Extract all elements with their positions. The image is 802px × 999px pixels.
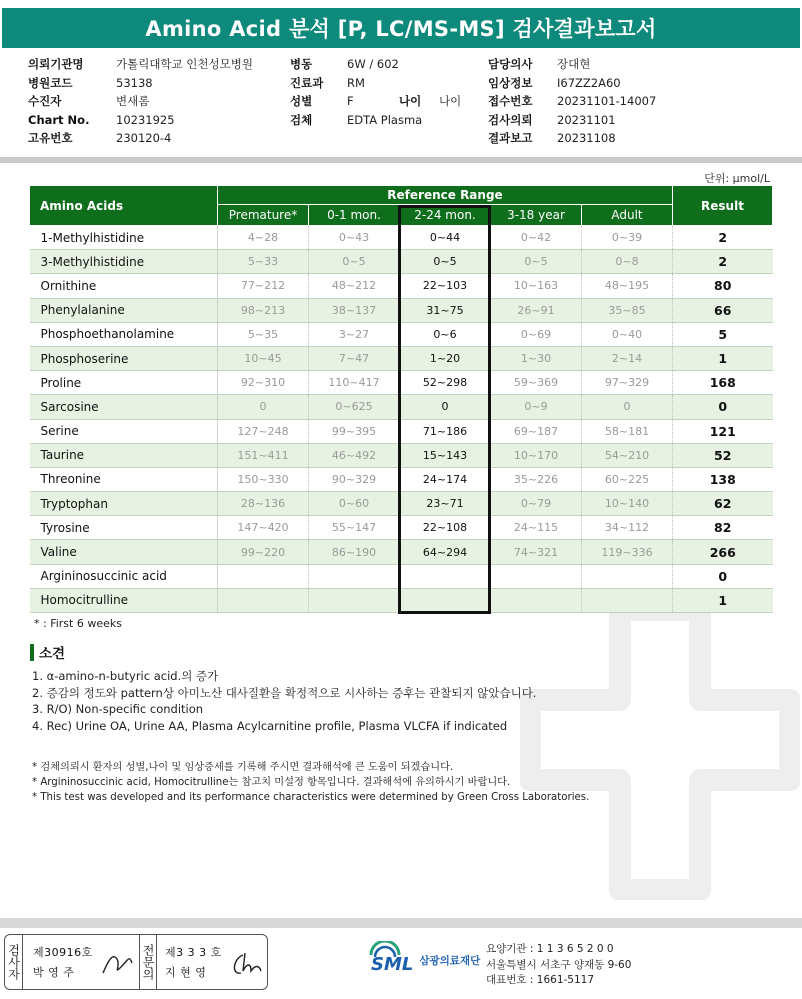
- tester-label: 검사자: [5, 935, 23, 989]
- info-value: 20231101: [557, 112, 616, 127]
- reference-range-cell: 54~210: [582, 443, 673, 467]
- table-row: [30, 467, 773, 491]
- amino-acid-name: Phosphoserine: [30, 346, 218, 370]
- reference-range-cell: 127~248: [218, 419, 309, 443]
- reference-range-cell: 151~411: [218, 443, 309, 467]
- info-label: 고유번호: [28, 131, 73, 145]
- amino-acid-name: Tryptophan: [30, 492, 218, 516]
- info-label: 수진자: [28, 94, 62, 108]
- specialist-license: 제3 3 3 호: [165, 946, 222, 959]
- amino-acid-name: Ornithine: [30, 274, 218, 298]
- reference-range-cell: 3~27: [309, 322, 400, 346]
- sml-logo-text: SML: [371, 954, 414, 975]
- reference-range-cell: [400, 564, 491, 588]
- amino-acid-name: 3-Methylhistidine: [30, 250, 218, 274]
- reference-range-cell: 22~108: [400, 516, 491, 540]
- reference-range-cell: 26~91: [491, 298, 582, 322]
- reference-range-cell: [218, 588, 309, 612]
- reference-range-cell: 46~492: [309, 443, 400, 467]
- reference-range-cell: 150~330: [218, 467, 309, 491]
- col-header-reference-range: Reference Range: [218, 186, 673, 205]
- result-cell: 2: [673, 250, 773, 274]
- reference-range-cell: 0~8: [582, 250, 673, 274]
- result-cell: 168: [673, 371, 773, 395]
- note-item: * Argininosuccinic acid, Homocitrulline는 참고치 미설정 항목입니다. 결과해석에 유의하시기 바랍니다.: [32, 777, 511, 788]
- reference-range-cell: 0: [218, 395, 309, 419]
- tester-signature: [33, 943, 93, 983]
- specialist-name: 지 현 영: [165, 966, 207, 979]
- table-row: [30, 250, 773, 274]
- info-label: 의뢰기관명: [28, 57, 84, 71]
- reference-range-cell: 99~220: [218, 540, 309, 564]
- result-cell: 121: [673, 419, 773, 443]
- reference-range-cell: 22~103: [400, 274, 491, 298]
- reference-range-cell: 0~625: [309, 395, 400, 419]
- tester-license: 제30916호: [33, 946, 93, 959]
- reference-range-cell: 7~47: [309, 346, 400, 370]
- info-label: 접수번호: [488, 94, 533, 108]
- reference-range-cell: 0~9: [491, 395, 582, 419]
- reference-range-cell: 38~137: [309, 298, 400, 322]
- info-label: 병원코드: [28, 75, 73, 90]
- reference-range-cell: 48~212: [309, 274, 400, 298]
- note-item: * This test was developed and its performance characteristics were determined by Green Cross Laboratories.: [32, 792, 590, 803]
- specimen-label: 검체: [290, 112, 313, 127]
- amino-acid-name: Phenylalanine: [30, 298, 218, 322]
- top-band: [0, 0, 802, 6]
- table-row: [30, 492, 773, 516]
- patient-info-right: [488, 55, 717, 148]
- reference-range-cell: 119~336: [582, 540, 673, 564]
- findings-title: 소견: [39, 646, 66, 662]
- reference-range-cell: 110~417: [309, 371, 400, 395]
- footnote: * : First 6 weeks: [34, 617, 122, 630]
- result-cell: 52: [673, 443, 773, 467]
- table-row: [30, 564, 773, 588]
- result-cell: 62: [673, 492, 773, 516]
- reference-range-cell: 0~44: [400, 226, 491, 250]
- finding-item: 1. α-amino-n-butyric acid.의 증가: [32, 669, 219, 683]
- reference-range-cell: 24~115: [491, 516, 582, 540]
- reference-range-cell: 10~45: [218, 346, 309, 370]
- result-cell: 2: [673, 226, 773, 250]
- col-header-adult: Adult: [582, 205, 673, 226]
- reference-range-cell: 23~71: [400, 492, 491, 516]
- reference-range-cell: 0~69: [491, 322, 582, 346]
- reference-range-cell: 58~181: [582, 419, 673, 443]
- reference-range-cell: 35~226: [491, 467, 582, 491]
- table-row: [30, 274, 773, 298]
- institution-code: 요양기관 : 1 1 3 6 5 2 0 0: [486, 943, 614, 955]
- info-value: 20231108: [557, 131, 616, 145]
- col-header-amino-acids: Amino Acids: [30, 186, 218, 226]
- reference-range-cell: 0~5: [400, 250, 491, 274]
- reference-range-cell: 0: [400, 395, 491, 419]
- note-item: * 검체의뢰시 환자의 성별,나이 및 임상증세를 기록해 주시면 결과해석에 큰 도움이 되겠습니다.: [32, 762, 454, 773]
- table-row: [30, 540, 773, 564]
- reference-range-cell: [582, 564, 673, 588]
- findings-list: [32, 668, 536, 734]
- table-row: [30, 226, 773, 250]
- heading-bar: [30, 644, 34, 661]
- institution-phone: 대표번호 : 1661-5117: [486, 974, 595, 986]
- reference-range-cell: 71~186: [400, 419, 491, 443]
- dept-label: 진료과: [290, 75, 324, 90]
- finding-item: 3. R/O) Non-specific condition: [32, 702, 204, 716]
- reference-range-cell: 92~310: [218, 371, 309, 395]
- notes-list: [32, 760, 589, 805]
- info-value: 10231925: [116, 112, 175, 127]
- result-cell: 0: [673, 395, 773, 419]
- ward-label: 병동: [290, 57, 313, 71]
- reference-range-cell: [582, 588, 673, 612]
- amino-acid-name: Homocitrulline: [30, 588, 218, 612]
- patient-info-left: [28, 55, 286, 148]
- info-value: 230120-4: [116, 131, 172, 145]
- table-row: [30, 516, 773, 540]
- table-row: [30, 419, 773, 443]
- finding-item: 2. 증감의 정도와 pattern상 아미노산 대사질환을 확정적으로 시사하는 증후는 관찰되지 않았습니다.: [32, 685, 537, 700]
- unit-label: 단위: μmol/L: [704, 172, 770, 185]
- amino-acid-name: Tyrosine: [30, 516, 218, 540]
- result-cell: 138: [673, 467, 773, 491]
- reference-range-cell: [400, 588, 491, 612]
- reference-range-cell: 99~395: [309, 419, 400, 443]
- reference-range-cell: 0~5: [491, 250, 582, 274]
- watermark-cross-icon: [520, 600, 800, 900]
- info-label: 검사의뢰: [488, 112, 533, 127]
- reference-range-cell: 0~79: [491, 492, 582, 516]
- sml-logo: [365, 940, 480, 975]
- reference-range-cell: 86~190: [309, 540, 400, 564]
- reference-range-cell: 10~163: [491, 274, 582, 298]
- reference-range-cell: 48~195: [582, 274, 673, 298]
- result-cell: 0: [673, 564, 773, 588]
- result-cell: 5: [673, 322, 773, 346]
- reference-range-cell: 0~6: [400, 322, 491, 346]
- table-row: [30, 395, 773, 419]
- info-value: 53138: [116, 75, 153, 90]
- reference-range-cell: 4~28: [218, 226, 309, 250]
- amino-acid-name: Sarcosine: [30, 395, 218, 419]
- reference-range-cell: [309, 588, 400, 612]
- reference-range-cell: [491, 564, 582, 588]
- reference-range-cell: 0~43: [309, 226, 400, 250]
- reference-range-cell: 10~170: [491, 443, 582, 467]
- reference-range-cell: 90~329: [309, 467, 400, 491]
- reference-range-cell: 77~212: [218, 274, 309, 298]
- section-divider: [0, 157, 802, 163]
- reference-range-cell: 0~40: [582, 322, 673, 346]
- reference-range-cell: 31~75: [400, 298, 491, 322]
- sex-label: 성별: [290, 94, 313, 108]
- reference-range-cell: 0~39: [582, 226, 673, 250]
- patient-info-middle: [290, 55, 491, 129]
- reference-range-cell: 34~112: [582, 516, 673, 540]
- age-label: 나이: [399, 94, 422, 108]
- result-cell: 1: [673, 346, 773, 370]
- tester-name: 박 영 주: [33, 966, 75, 979]
- result-cell: 266: [673, 540, 773, 564]
- amino-acid-name: Argininosuccinic acid: [30, 564, 218, 588]
- tester-signature-scribble: [99, 949, 135, 979]
- reference-range-cell: 97~329: [582, 371, 673, 395]
- reference-range-cell: 98~213: [218, 298, 309, 322]
- specialist-label: 전문의: [139, 935, 157, 989]
- reference-range-cell: 28~136: [218, 492, 309, 516]
- table-body: [30, 226, 773, 613]
- result-cell: 66: [673, 298, 773, 322]
- reference-range-cell: [309, 564, 400, 588]
- reference-range-cell: 64~294: [400, 540, 491, 564]
- sex-value: F: [347, 94, 354, 108]
- table-row: [30, 371, 773, 395]
- table-row: [30, 322, 773, 346]
- ward-value: 6W / 602: [347, 57, 399, 71]
- info-label: Chart No.: [28, 112, 90, 127]
- reference-range-cell: [218, 564, 309, 588]
- institution-street: 서울특별시 서초구 양재동 9-60: [486, 958, 632, 971]
- info-label: 결과보고: [488, 131, 533, 145]
- amino-acid-name: Proline: [30, 371, 218, 395]
- col-header-2-24-mon: 2-24 mon.: [400, 205, 491, 226]
- specialist-signature: [165, 943, 222, 983]
- result-cell: 80: [673, 274, 773, 298]
- amino-acid-name: Taurine: [30, 443, 218, 467]
- reference-range-cell: 0: [582, 395, 673, 419]
- result-cell: 82: [673, 516, 773, 540]
- specialist-signature-scribble: [229, 949, 263, 979]
- reference-range-cell: [491, 588, 582, 612]
- amino-acid-name: Phosphoethanolamine: [30, 322, 218, 346]
- reference-range-cell: 0~5: [309, 250, 400, 274]
- reference-range-cell: 0~42: [491, 226, 582, 250]
- reference-range-cell: 59~369: [491, 371, 582, 395]
- amino-acid-name: Threonine: [30, 467, 218, 491]
- footer-band: [0, 918, 802, 928]
- info-label: 담당의사: [488, 57, 533, 71]
- amino-acid-name: Valine: [30, 540, 218, 564]
- finding-item: 4. Rec) Urine OA, Urine AA, Plasma Acylcarnitine profile, Plasma VLCFA if indicated: [32, 718, 508, 733]
- col-header-premature: Premature*: [218, 205, 309, 226]
- foundation-name: 삼광의료재단: [419, 955, 481, 967]
- reference-range-cell: 52~298: [400, 371, 491, 395]
- amino-acid-table: [29, 185, 773, 613]
- reference-range-cell: 2~14: [582, 346, 673, 370]
- reference-range-cell: 74~321: [491, 540, 582, 564]
- table-row: [30, 346, 773, 370]
- reference-range-cell: 1~20: [400, 346, 491, 370]
- reference-range-cell: 5~33: [218, 250, 309, 274]
- amino-acid-name: Serine: [30, 419, 218, 443]
- table-row: [30, 443, 773, 467]
- age-value: 나이: [439, 94, 462, 108]
- info-value: 20231101-14007: [557, 94, 657, 108]
- table-row: [30, 588, 773, 612]
- info-value: 장대현: [557, 57, 591, 71]
- reference-range-cell: 60~225: [582, 467, 673, 491]
- reference-range-cell: 35~85: [582, 298, 673, 322]
- reference-range-cell: 0~60: [309, 492, 400, 516]
- reference-range-cell: 24~174: [400, 467, 491, 491]
- reference-range-cell: 55~147: [309, 516, 400, 540]
- report-title: Amino Acid 분석 [P, LC/MS-MS] 검사결과보고서: [2, 8, 800, 48]
- reference-range-cell: 69~187: [491, 419, 582, 443]
- reference-range-cell: 15~143: [400, 443, 491, 467]
- reference-range-cell: 10~140: [582, 492, 673, 516]
- specimen-value: EDTA Plasma: [347, 112, 423, 127]
- info-label: 임상정보: [488, 75, 533, 90]
- col-header-3-18-year: 3-18 year: [491, 205, 582, 226]
- reference-range-cell: 147~420: [218, 516, 309, 540]
- amino-acid-name: 1-Methylhistidine: [30, 226, 218, 250]
- result-cell: 1: [673, 588, 773, 612]
- reference-range-cell: 5~35: [218, 322, 309, 346]
- col-header-result: Result: [673, 186, 773, 226]
- info-value: I67ZZ2A60: [557, 75, 621, 90]
- info-value: 변새롬: [116, 94, 150, 108]
- findings-heading: [30, 642, 65, 662]
- table-row: [30, 298, 773, 322]
- signature-box: [4, 934, 268, 990]
- reference-range-cell: 1~30: [491, 346, 582, 370]
- info-value: 가톨릭대학교 인천성모병원: [116, 57, 253, 71]
- dept-value: RM: [347, 75, 365, 90]
- col-header-0-1-mon: 0-1 mon.: [309, 205, 400, 226]
- institution-address: [486, 942, 631, 989]
